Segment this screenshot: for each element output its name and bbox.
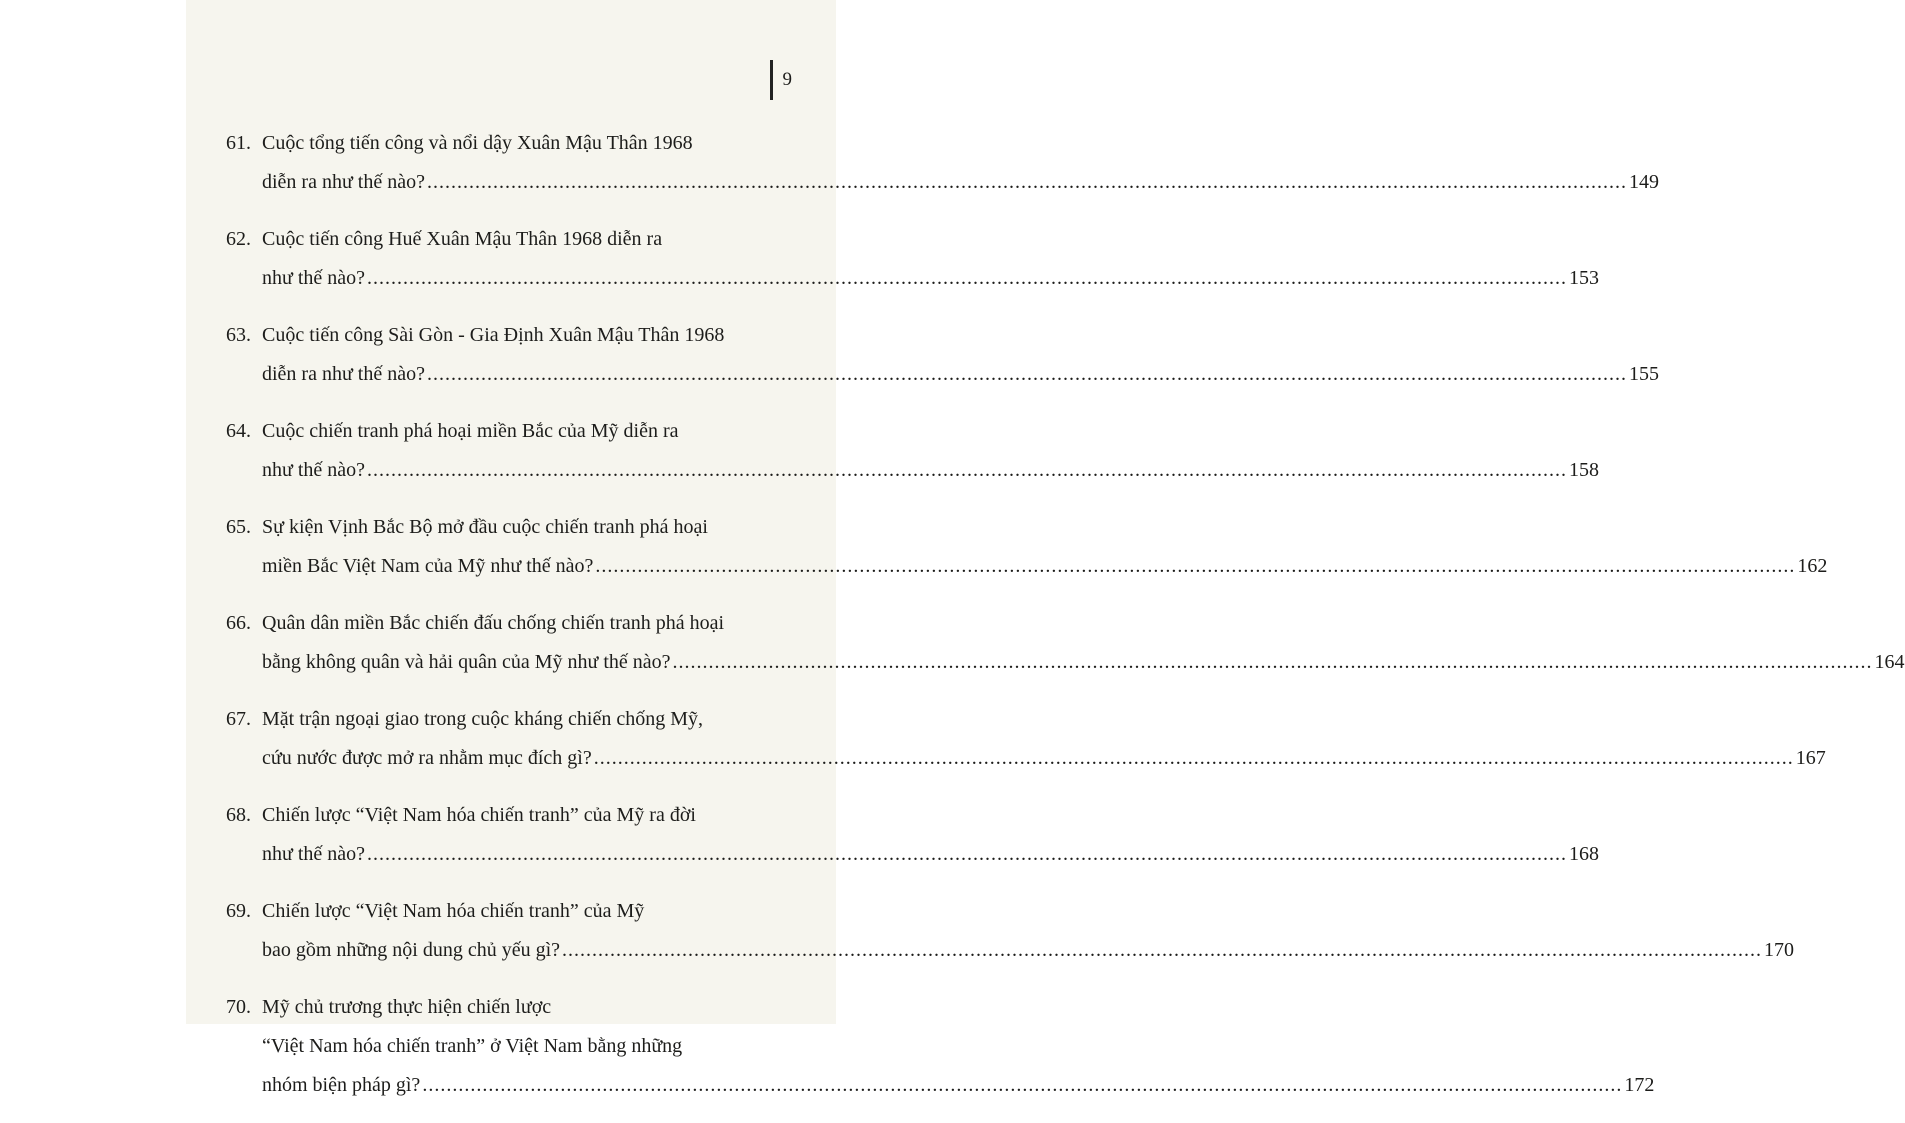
toc-entry — [226, 988, 1655, 1105]
dot-leader: ........................................................................................................................................................................................................ — [595, 555, 1796, 577]
page-reference: 168 — [1569, 843, 1600, 865]
toc-line — [226, 931, 1795, 970]
entry-number: 64. — [226, 420, 251, 442]
dot-leader: ........................................................................................................................................................................................................ — [562, 939, 1763, 961]
page-reference: 158 — [1569, 459, 1600, 481]
page-reference: 172 — [1624, 1074, 1655, 1096]
entry-text: Mỹ chủ trương thực hiện chiến lược — [262, 996, 552, 1018]
dot-leader: ........................................................................................................................................................................................................ — [367, 267, 1568, 289]
toc-entry — [226, 316, 1659, 394]
page-reference: 170 — [1764, 939, 1795, 961]
toc-line — [226, 220, 796, 259]
toc-line — [226, 643, 1905, 682]
entry-text: bằng không quân và hải quân của Mỹ như thế nào? — [262, 651, 671, 673]
page-header — [770, 60, 793, 100]
entry-text: Sự kiện Vịnh Bắc Bộ mở đầu cuộc chiến tranh phá hoại — [262, 516, 708, 538]
entry-text: Quân dân miền Bắc chiến đấu chống chiến tranh phá hoại — [262, 612, 725, 634]
dot-leader: ........................................................................................................................................................................................................ — [593, 747, 1794, 769]
toc-line — [226, 835, 1600, 874]
page-number: 9 — [782, 69, 792, 90]
toc-line — [226, 124, 796, 163]
toc-entry — [226, 412, 1600, 490]
entry-number: 69. — [226, 900, 251, 922]
toc-entry — [226, 796, 1600, 874]
toc-line — [226, 355, 1659, 394]
entry-text: Cuộc tiến công Huế Xuân Mậu Thân 1968 diễn ra — [262, 228, 663, 250]
entry-text: miền Bắc Việt Nam của Mỹ như thế nào? — [262, 555, 594, 577]
entry-number: 62. — [226, 228, 251, 250]
page-reference: 149 — [1629, 171, 1659, 193]
entry-text: cứu nước được mở ra nhằm mục đích gì? — [262, 747, 592, 769]
toc-line — [226, 739, 1826, 778]
entry-text: “Việt Nam hóa chiến tranh” ở Việt Nam bằng những — [262, 1035, 683, 1057]
page-reference: 167 — [1795, 747, 1826, 769]
dot-leader: ........................................................................................................................................................................................................ — [422, 1074, 1623, 1096]
dot-leader: ........................................................................................................................................................................................................ — [367, 459, 1568, 481]
toc-line — [226, 1027, 796, 1066]
dot-leader: ........................................................................................................................................................................................................ — [427, 363, 1627, 385]
toc-entry — [226, 220, 1600, 298]
entry-text: như thế nào? — [262, 843, 366, 865]
entry-text: Mặt trận ngoại giao trong cuộc kháng chiến chống Mỹ, — [262, 708, 703, 730]
entry-text: diễn ra như thế nào? — [262, 171, 425, 193]
table-of-contents — [226, 124, 1905, 1123]
book-page — [186, 0, 1905, 1096]
toc-entry — [226, 700, 1826, 778]
entry-text: Cuộc tiến công Sài Gòn - Gia Định Xuân Mậu Thân 1968 — [262, 324, 725, 346]
toc-line — [226, 316, 796, 355]
page-reference: 153 — [1569, 267, 1600, 289]
toc-entry — [226, 124, 1659, 202]
dot-leader: ........................................................................................................................................................................................................ — [367, 843, 1568, 865]
page-reference: 162 — [1797, 555, 1828, 577]
entry-text: Cuộc tổng tiến công và nổi dậy Xuân Mậu Thân 1968 — [262, 132, 693, 154]
entry-text: bao gồm những nội dung chủ yếu gì? — [262, 939, 561, 961]
entry-text: như thế nào? — [262, 267, 366, 289]
entry-number: 66. — [226, 612, 251, 634]
entry-number: 63. — [226, 324, 251, 346]
toc-entry — [226, 604, 1905, 682]
entry-number: 68. — [226, 804, 251, 826]
toc-line — [226, 988, 796, 1027]
toc-line — [226, 892, 796, 931]
dot-leader: ........................................................................................................................................................................................................ — [672, 651, 1873, 673]
toc-line — [226, 163, 1659, 202]
toc-line — [226, 796, 796, 835]
dot-leader: ........................................................................................................................................................................................................ — [427, 171, 1627, 193]
entry-number: 65. — [226, 516, 251, 538]
page-reference: 164 — [1874, 651, 1905, 673]
entry-text: Chiến lược “Việt Nam hóa chiến tranh” của Mỹ ra đời — [262, 804, 696, 826]
entry-number: 67. — [226, 708, 251, 730]
toc-line — [226, 259, 1600, 298]
page-reference: 155 — [1629, 363, 1659, 385]
toc-line — [226, 451, 1600, 490]
entry-text: như thế nào? — [262, 459, 366, 481]
toc-line — [226, 1066, 1655, 1105]
toc-entry — [226, 508, 1828, 586]
entry-text: nhóm biện pháp gì? — [262, 1074, 421, 1096]
toc-line — [226, 412, 796, 451]
toc-line — [226, 700, 796, 739]
entry-text: Chiến lược “Việt Nam hóa chiến tranh” của Mỹ — [262, 900, 645, 922]
entry-number: 61. — [226, 132, 251, 154]
toc-line — [226, 604, 796, 643]
toc-entry — [226, 892, 1795, 970]
header-rule — [770, 60, 773, 100]
entry-text: Cuộc chiến tranh phá hoại miền Bắc của Mỹ diễn ra — [262, 420, 679, 442]
toc-line — [226, 547, 1828, 586]
entry-text: diễn ra như thế nào? — [262, 363, 425, 385]
toc-line — [226, 508, 796, 547]
entry-number: 70. — [226, 996, 251, 1018]
